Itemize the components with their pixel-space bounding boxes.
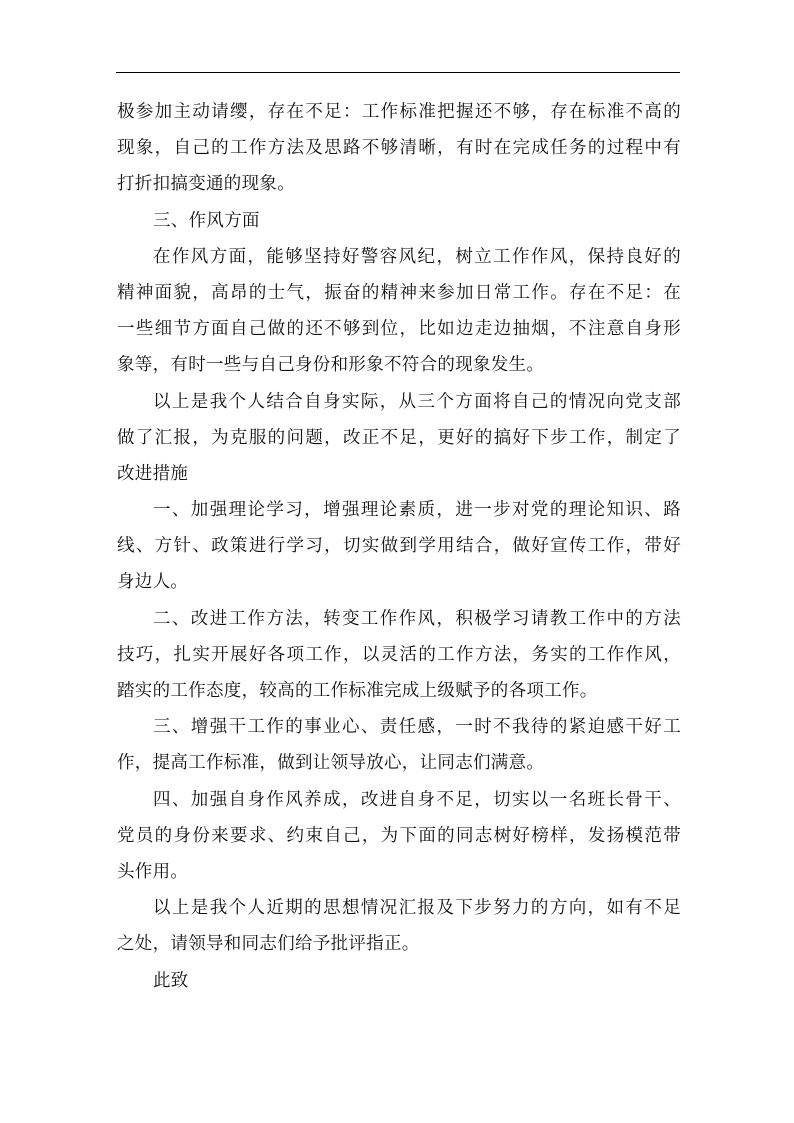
text-line: 头作用。 <box>117 861 189 882</box>
text-line: 改进措施 <box>117 463 189 484</box>
text-line: 之处，请领导和同志们给予批评指正。 <box>117 934 420 955</box>
text-line: 做了汇报，为克服的问题，改正不足，更好的搞好下步工作，制定了 <box>117 427 681 448</box>
header-rule <box>116 72 680 73</box>
text-line: 踏实的工作态度，较高的工作标准完成上级赋予的各项工作。 <box>117 681 598 701</box>
text-line: 在作风方面，能够坚持好警容风纪，树立工作作风，保持良好的 <box>153 246 681 267</box>
text-line: 作，提高工作标准，做到让领导放心，让同志们满意。 <box>117 753 545 774</box>
text-line: 技巧，扎实开展好各项工作，以灵活的工作方法，务实的工作作风， <box>117 644 681 665</box>
text-line: 以上是我个人结合自身实际，从三个方面将自己的情况向党支部 <box>153 391 681 412</box>
text-line: 党员的身份来要求、约束自己，为下面的同志树好榜样，发扬模范带 <box>117 825 681 846</box>
text-line: 三、增强干工作的事业心、责任感，一时不我待的紧迫感干好工 <box>153 717 681 738</box>
closing-line: 此致 <box>153 970 189 991</box>
text-line: 身边人。 <box>117 572 189 593</box>
text-line: 精神面貌，高昂的士气，振奋的精神来参加日常工作。存在不足：在 <box>117 282 681 303</box>
text-line: 现象，自己的工作方法及思路不够清晰，有时在完成任务的过程中有 <box>117 138 681 159</box>
text-line: 象等，有时一些与自己身份和形象不符合的现象发生。 <box>117 355 545 376</box>
text-line: 一些细节方面自己做的还不够到位，比如边走边抽烟，不注意自身形 <box>117 319 681 340</box>
text-line: 打折扣搞变通的现象。 <box>117 174 295 195</box>
text-line: 四、加强自身作风养成，改进自身不足，切实以一名班长骨干、 <box>153 789 681 810</box>
section-heading: 三、作风方面 <box>153 210 260 231</box>
text-line: 二、改进工作方法，转变工作作风，积极学习请教工作中的方法 <box>153 608 681 629</box>
text-line: 线、方针、政策进行学习，切实做到学用结合，做好宣传工作，带好 <box>117 536 681 557</box>
text-line: 一、加强理论学习，增强理论素质，进一步对党的理论知识、路 <box>153 500 681 521</box>
document-body <box>117 94 681 999</box>
text-line: 以上是我个人近期的思想情况汇报及下步努力的方向，如有不足 <box>153 898 681 919</box>
text-line: 极参加主动请缨，存在不足：工作标准把握还不够，存在标准不高的 <box>117 102 681 122</box>
